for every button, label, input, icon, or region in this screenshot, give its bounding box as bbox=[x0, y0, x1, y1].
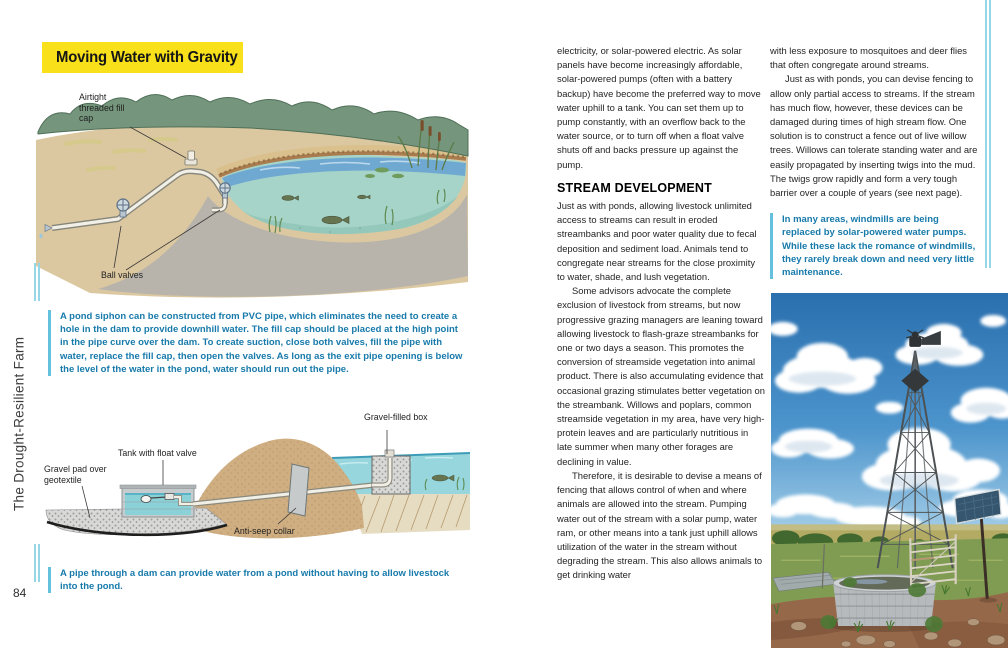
paragraph: Just as with ponds, you can devise fencing to allow only partial access to streams. If the stream has much flow, however, these devices can be damaged during times of high stream flow. One solution is to construct a fence out of live willow trees. Willows can tolerate standing water and are easily propagated by inserting twigs into the mud. The twigs grow rapidly and form a very tough barrier over a couple of years (see next page). bbox=[770, 73, 978, 199]
anti-seep-label: Anti-seep collar bbox=[234, 526, 295, 536]
spine-title: The Drought-Resilient Farm bbox=[11, 336, 27, 512]
gravel-box-glyph bbox=[372, 450, 410, 494]
tank-label: Tank with float valve bbox=[118, 448, 197, 458]
section-banner bbox=[42, 42, 243, 73]
paragraph: electricity, or solar-powered electric. As solar panels have become increasingly affordable, solar-powered pumps (often with a battery backup) have become the preferred way to move water uphill to a tank. You can set them up to pump constantly, with an overflow back to the water source, or to turn off when a float valve shuts off and backs pressure up against the pump. bbox=[557, 45, 761, 170]
gravel-pad-label: Gravel pad over geotextile bbox=[44, 464, 107, 485]
spine-rule bbox=[34, 544, 36, 582]
pond-siphon-caption: A pond siphon can be constructed from PVC pipe, which eliminates the need to create a hole in the dam to provide downhill water. The fill cap should be placed at the high point in the pipe curve over the dam. To create suction, close both valves, fill the pipe with water, replace the fill cap, then open the valves. As long as the exit pipe opening is below the level of the water in the pond, water should run out the pipe. bbox=[48, 310, 463, 376]
anti-seep-collar-glyph bbox=[288, 464, 309, 516]
fill-cap-label: Airtight threaded fill cap bbox=[79, 92, 125, 124]
paragraph: with less exposure to mosquitoes and deer flies that often congregate around streams. bbox=[770, 45, 967, 71]
windmill-photo-art bbox=[771, 293, 1008, 648]
spine-rule bbox=[34, 263, 36, 301]
spine-rule bbox=[38, 544, 40, 582]
paragraph: Just as with ponds, allowing livestock unlimited access to streams can result in eroded streambanks and poor water quality due to fecal deposition and sediment load. Animals tend to congregate near streams for the close proximity to water, shade, and lush vegetation. bbox=[557, 200, 757, 283]
spine-rule bbox=[38, 263, 40, 301]
paragraph: Therefore, it is desirable to devise a means of fencing that allows control of when and where animals are allowed into the stream. Pumping water out of the stream with a solar pump, water ram, or other means into a tank just uphill allows utilization of the water in the stream without degrading the stream. This also allows animals to get drinking water bbox=[557, 469, 763, 581]
paragraph: Some advisors advocate the complete exclusion of livestock from streams, but now progressive grazing managers are leaning toward allowing livestock to flash-graze streambanks for one or two days a season. This promotes the conversion of streamside vegetation into animal product. There is also accumulating evidence that occasional grazing stimulates better vegetation on the streambank. Willows and poplars, common streamside vegetation in my area, have very high-protein leaves and are particularly nutritious in late summer when many other forages are declining in value. bbox=[557, 285, 765, 467]
dam-pipe-diagram bbox=[30, 398, 470, 563]
section-heading: STREAM DEVELOPMENT bbox=[557, 180, 712, 195]
margin-rule bbox=[985, 0, 987, 268]
gravel-box-label: Gravel-filled box bbox=[364, 412, 428, 422]
text-column-2 bbox=[770, 44, 979, 279]
pond-siphon-diagram bbox=[30, 70, 470, 305]
margin-rule bbox=[989, 0, 991, 268]
section-banner-title: Moving Water with Gravity bbox=[56, 48, 238, 66]
windmill-photo-caption: In many areas, windmills are being replaced by solar-powered water pumps. While these lack the romance of windmills, they rarely break down and need very little maintenance. bbox=[770, 213, 979, 279]
text-column-1 bbox=[557, 44, 765, 583]
windmill-photo bbox=[771, 293, 1008, 648]
page-number: 84 bbox=[13, 586, 27, 600]
tank-glyph bbox=[120, 485, 196, 517]
dam-pipe-caption: A pipe through a dam can provide water from a pond without having to allow livestock into the pond. bbox=[48, 567, 463, 593]
ball-valves-label: Ball valves bbox=[101, 270, 144, 280]
